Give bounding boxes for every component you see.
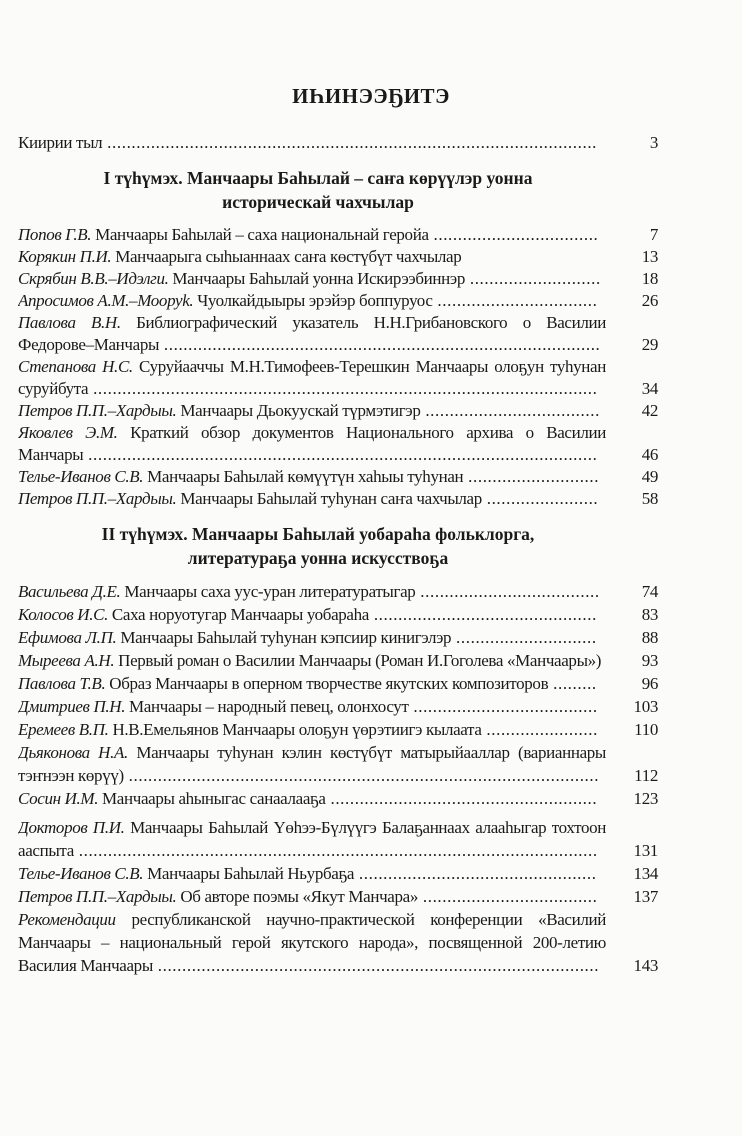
entry-title: Манчаары саха уус-уран литературатыгар — [124, 582, 416, 601]
page-number: 13 — [641, 247, 658, 266]
page-number: 46 — [641, 445, 658, 464]
dot-leader: .................................... — [418, 887, 598, 906]
toc-entry — [18, 603, 658, 626]
toc-entry — [18, 356, 658, 400]
page-number: 103 — [633, 697, 658, 716]
entry-text — [18, 741, 606, 787]
page-number: 134 — [633, 864, 658, 883]
page-number: 96 — [641, 674, 658, 693]
dot-leader: ........................................................................................................ — [88, 379, 598, 398]
page-number: 3 — [649, 133, 658, 152]
entry-title: Манчаары Баһылай уонна Искирээбиннэр — [172, 269, 465, 288]
section-heading-line: I түһүмэх. Манчаары Баһылай – саҥа көрүүлэр уонна — [103, 168, 533, 188]
dot-leader: ....................... — [481, 489, 599, 508]
entry-text — [18, 312, 606, 356]
entry-author: Дьяконова Н.А. — [18, 743, 128, 762]
dot-leader: ........................................................................................................... — [73, 841, 598, 860]
entry-title: Манчаары Баһылай көмүүтүн хаһыы туһунан — [147, 467, 464, 486]
section-heading — [18, 522, 618, 570]
entry-text — [18, 718, 606, 741]
entry-title: Краткий обзор документов Национального архива о Василии Манчары — [18, 423, 606, 464]
entry-title: Саха норуотугар Манчаары уобараһа — [111, 605, 369, 624]
entry-title: Об авторе поэмы «Якут Манчара» — [180, 887, 419, 906]
entry-title: Суруйааччы М.Н.Тимофеев-Терешкин Манчаары олоҕун туһунан суруйбута — [18, 357, 606, 398]
dot-leader: ................................................................................................. — [123, 766, 600, 785]
page-number: 110 — [634, 720, 658, 739]
section-heading-line: историческай чахчылар — [222, 192, 414, 212]
dot-leader: ................................. — [432, 291, 598, 310]
entry-text — [18, 695, 606, 718]
entry-title: Киирии тыл — [18, 133, 103, 152]
entry-text — [18, 356, 606, 400]
entry-author: Корякин П.И. — [18, 247, 112, 266]
dot-leader: ......................................................................................................... — [83, 445, 598, 464]
entry-text — [18, 862, 606, 885]
entry-text — [18, 649, 606, 672]
toc-entry — [18, 885, 658, 908]
dot-leader: ..................................... — [415, 582, 600, 601]
entry-text — [18, 626, 606, 649]
entry-author: Телье-Иванов С.В. — [18, 467, 144, 486]
entry-text — [18, 787, 606, 810]
toc-entry — [18, 224, 658, 246]
toc-entry — [18, 290, 658, 312]
page-number: 7 — [649, 225, 658, 244]
toc-entry — [18, 312, 658, 356]
dot-leader: ......... — [548, 674, 597, 693]
dot-leader: ........................... — [463, 467, 600, 486]
entry-author: Попов Г.В. — [18, 225, 92, 244]
toc-entry — [18, 718, 658, 741]
page-number: 131 — [633, 841, 658, 860]
toc-entry — [18, 649, 658, 672]
toc-section — [18, 166, 658, 510]
entry-title: Манчаары Дьокуускай түрмэтигэр — [180, 401, 421, 420]
entry-title: республиканской научно-практической конференции «Василий Манчаары – национальный герой якутского народа», посвященной 200-летию Василия Манчаары — [18, 910, 606, 975]
entry-author: Васильева Д.Е. — [18, 582, 121, 601]
dot-leader: ..................................................................................................... — [102, 133, 598, 152]
dot-leader: .................................. — [428, 225, 599, 244]
page-title: ИҺИНЭЭҔИТЭ — [292, 84, 450, 108]
entry-title: Чуолкайдыыры эрэйэр боппуруос — [197, 291, 433, 310]
entry-author: Петров П.П.–Хардыы. — [18, 887, 177, 906]
entry-author: Дмитриев П.Н. — [18, 697, 126, 716]
entry-text — [18, 816, 606, 862]
entry-text — [18, 422, 606, 466]
page-number: 34 — [641, 379, 658, 398]
dot-leader: .............................................. — [368, 605, 597, 624]
toc-section — [18, 522, 658, 977]
entry-author: Еремеев В.П. — [18, 720, 109, 739]
entry-title: Манчаары Баһылай – саха национальнай геройа — [95, 225, 429, 244]
toc-entry — [18, 422, 658, 466]
toc-entry — [18, 246, 658, 268]
entry-author: Апросимов А.М.–Мооруk. — [18, 291, 194, 310]
page-number: 49 — [641, 467, 658, 486]
entry-title: Манчаары туһунан кэлин көстүбүт матырыйааллар (варианнары тэҥнээн көрүү) — [18, 743, 606, 785]
entry-author: Петров П.П.–Хардыы. — [18, 489, 177, 508]
entry-author: Рекомендации — [18, 910, 116, 929]
dot-leader: .......................................................................................... — [159, 335, 601, 354]
entry-author: Докторов П.И. — [18, 818, 125, 837]
page-number: 137 — [633, 887, 658, 906]
page-number: 74 — [641, 582, 658, 601]
page-number: 143 — [633, 956, 658, 975]
entry-text — [18, 885, 606, 908]
entry-text — [18, 400, 606, 422]
page-number: 112 — [634, 766, 658, 785]
entry-text — [18, 603, 606, 626]
toc-entry — [18, 787, 658, 810]
entry-title: Библиографический указатель Н.Н.Грибановского о Василии Федорове–Манчары — [18, 313, 606, 354]
entry-author: Павлова Т.В. — [18, 674, 106, 693]
dot-leader: ................................................. — [354, 864, 597, 883]
entry-author: Степанова Н.С. — [18, 357, 133, 376]
entry-text — [18, 224, 606, 246]
entry-title: Манчаары Баһылай Үөһээ-Бүлүүгэ Балаҕаннаах алааһыгар тохтоон ааспыта — [18, 818, 606, 860]
toc-entry — [18, 672, 658, 695]
page-number: 123 — [633, 789, 658, 808]
entry-author: Яковлев Э.М. — [18, 423, 118, 442]
page-number: 58 — [641, 489, 658, 508]
entry-text — [18, 908, 606, 977]
dot-leader: ....................................................... — [325, 789, 598, 808]
section-heading — [18, 166, 618, 214]
entry-title: Манчаары Баһылай туһунан кэпсиир кинигэлэр — [120, 628, 452, 647]
entry-title: Образ Манчаары в оперном творчестве якутских композиторов — [109, 674, 549, 693]
dot-leader: ........................................................................................... — [152, 956, 600, 975]
entry-author: Мыреева А.Н. — [18, 651, 115, 670]
entry-author: Павлова В.Н. — [18, 313, 121, 332]
entry-author: Ефимова Л.П. — [18, 628, 117, 647]
dot-leader: .................................... — [420, 401, 600, 420]
entry-author: Колосов И.С. — [18, 605, 109, 624]
toc-entry-intro — [18, 132, 658, 154]
dot-leader: ............................. — [451, 628, 597, 647]
entry-author: Петров П.П.–Хардыы. — [18, 401, 177, 420]
section-heading-line: II түһүмэх. Манчаары Баһылай уобараһа фольклорга, — [101, 524, 535, 544]
toc-entry — [18, 400, 658, 422]
entry-title: Манчаарыга сыһыаннаах саҥа көстүбүт чахчылар — [115, 247, 462, 266]
entry-title: Манчаары Баһылай туһунан саҥа чахчылар — [180, 489, 482, 508]
entry-title: Первый роман о Василии Манчаары (Роман И.Гоголева «Манчаары») — [118, 651, 602, 670]
page-number: 29 — [641, 335, 658, 354]
entry-title: Н.В.Емельянов Манчаары олоҕун үөрэтиигэ кылаата — [112, 720, 482, 739]
toc-entry — [18, 626, 658, 649]
toc-entry — [18, 862, 658, 885]
dot-leader: ........................... — [465, 269, 601, 288]
toc-entry — [18, 268, 658, 290]
entry-text — [18, 268, 606, 290]
toc-entry — [18, 816, 658, 862]
table-of-contents — [18, 132, 658, 977]
toc-entry — [18, 580, 658, 603]
toc-entry — [18, 741, 658, 787]
entry-author: Сосин И.М. — [18, 789, 99, 808]
entry-title: Манчаары Баһылай Ньурбаҕа — [147, 864, 355, 883]
toc-entry — [18, 695, 658, 718]
entry-text — [18, 132, 606, 154]
page-number: 18 — [641, 269, 658, 288]
entry-text — [18, 672, 606, 695]
entry-author: Скрябин В.В.–Идэлги. — [18, 269, 169, 288]
entry-text — [18, 466, 606, 488]
page-number: 93 — [641, 651, 658, 670]
entry-text — [18, 580, 606, 603]
page-number: 83 — [641, 605, 658, 624]
section-heading-line: литератураҕа уонна искусствоҕа — [187, 548, 449, 568]
dot-leader: ...................................... — [408, 697, 598, 716]
toc-entry — [18, 908, 658, 977]
entry-text — [18, 488, 606, 510]
page-number: 26 — [641, 291, 658, 310]
toc-entry — [18, 488, 658, 510]
entry-text — [18, 290, 606, 312]
dot-leader: ....................... — [481, 720, 598, 739]
entry-author: Телье-Иванов С.В. — [18, 864, 144, 883]
toc-entry — [18, 466, 658, 488]
entry-title: Манчаары аһыныгас санаалааҕа — [102, 789, 326, 808]
page-number: 88 — [641, 628, 658, 647]
entry-text — [18, 246, 606, 268]
page-number: 42 — [641, 401, 658, 420]
entry-title: Манчаары – народный певец, олонхосут — [129, 697, 409, 716]
